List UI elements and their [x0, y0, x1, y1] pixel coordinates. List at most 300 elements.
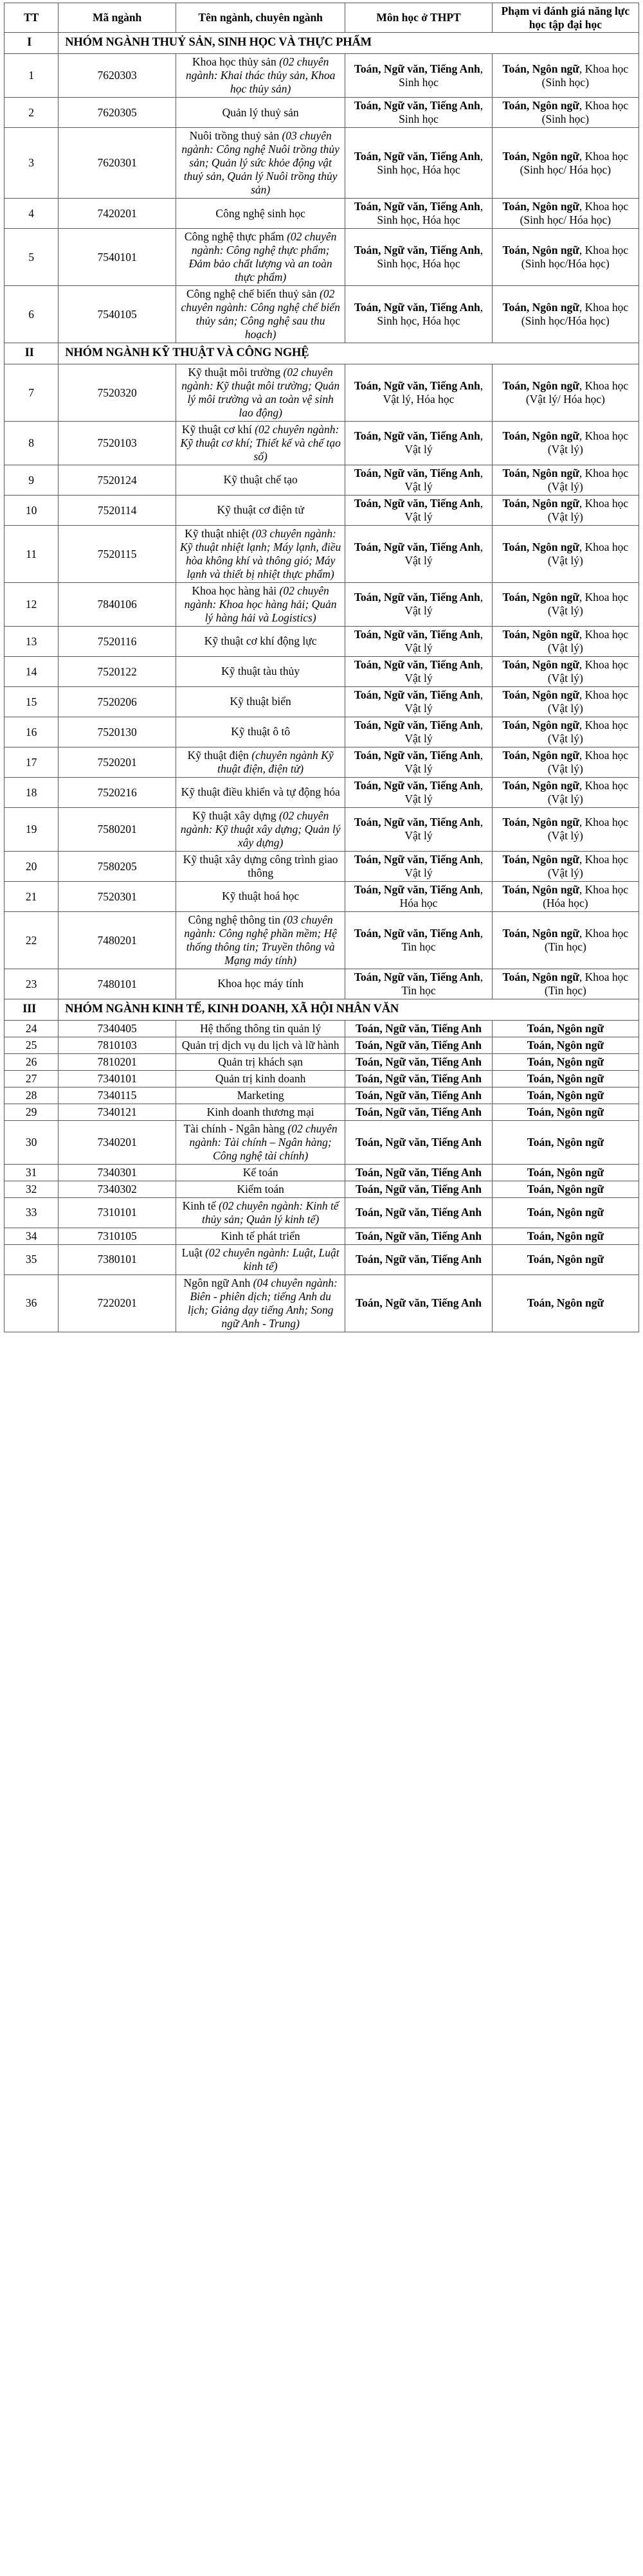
text-segment: Toán, Ngôn ngữ [502, 99, 579, 112]
cell-ten-nganh [176, 525, 345, 582]
text-segment: Toán, Ngữ văn, Tiếng Anh [356, 1206, 482, 1219]
text-segment: Toán, Ngôn ngữ [527, 1182, 604, 1195]
section-number: II [5, 343, 59, 364]
text-segment: , Vật lý [404, 429, 484, 456]
cell-stt: 18 [5, 777, 59, 807]
cell-pham-vi [492, 1104, 638, 1120]
cell-ten-nganh [176, 1053, 345, 1070]
text-segment: , Tin học [401, 926, 484, 953]
text-segment: Toán, Ngôn ngữ [502, 540, 579, 553]
section-title: NHÓM NGÀNH KINH TẾ, KINH DOANH, XÃ HỘI NHÂN VĂN [59, 999, 639, 1020]
table-row [5, 1087, 639, 1104]
cell-mon-hoc [345, 1104, 492, 1120]
text-segment: Toán, Ngữ văn, Tiếng Anh [354, 540, 480, 553]
cell-stt: 17 [5, 747, 59, 777]
cell-ma-nganh: 7520116 [59, 626, 176, 656]
cell-pham-vi [492, 1120, 638, 1164]
text-segment: Toán, Ngôn ngữ [527, 1071, 604, 1085]
text-segment: Kỹ thuật điều khiển và tự động hóa [181, 785, 340, 799]
text-segment: , Khoa học (Vật lý) [547, 718, 629, 745]
text-segment: , Khoa học (Vật lý) [547, 496, 629, 523]
cell-pham-vi [492, 626, 638, 656]
cell-mon-hoc [345, 911, 492, 969]
cell-pham-vi [492, 1020, 638, 1037]
text-segment: Toán, Ngữ văn, Tiếng Anh [354, 748, 480, 762]
cell-ma-nganh: 7520122 [59, 656, 176, 686]
cell-mon-hoc [345, 364, 492, 421]
cell-mon-hoc [345, 1181, 492, 1197]
cell-ma-nganh: 7340115 [59, 1087, 176, 1104]
text-segment: (02 chuyên ngành: Kỹ thuật xây dựng; Quản lý xây dựng) [180, 809, 341, 849]
cell-stt: 1 [5, 54, 59, 98]
cell-ten-nganh [176, 747, 345, 777]
cell-stt: 26 [5, 1053, 59, 1070]
section-header-row [5, 33, 639, 54]
text-segment: , Sinh học [399, 62, 484, 89]
cell-pham-vi [492, 364, 638, 421]
table-row [5, 881, 639, 911]
cell-ma-nganh: 7380101 [59, 1244, 176, 1275]
text-segment: (02 chuyên ngành: Kỹ thuật môi trường; Quản lý môi trường và an toàn vệ sinh lao động) [181, 365, 340, 419]
text-segment: , Vật lý [404, 816, 484, 843]
cell-mon-hoc [345, 777, 492, 807]
cell-mon-hoc [345, 1275, 492, 1332]
text-segment: (02 chuyên ngành: Tài chính – Ngân hàng; Công nghệ tài chính) [189, 1122, 338, 1162]
cell-ten-nganh [176, 807, 345, 851]
text-segment: Kỹ thuật môi trường [188, 365, 281, 379]
text-segment: Toán, Ngôn ngữ [527, 1105, 604, 1118]
cell-ma-nganh: 7340405 [59, 1020, 176, 1037]
cell-mon-hoc [345, 1244, 492, 1275]
text-segment: (02 chuyên ngành: Công nghệ thực phẩm; Đảm bảo chất lượng và an toàn thực phẩm) [188, 230, 337, 284]
cell-mon-hoc [345, 286, 492, 343]
cell-ma-nganh: 7520216 [59, 777, 176, 807]
text-segment: Kỹ thuật xây dựng [192, 809, 276, 822]
text-segment: Kỹ thuật cơ điện tử [217, 503, 304, 517]
col-header-tt: TT [5, 3, 59, 33]
cell-ma-nganh: 7340301 [59, 1164, 176, 1181]
cell-mon-hoc [345, 1228, 492, 1244]
cell-mon-hoc [345, 717, 492, 747]
text-segment: , Khoa học (Vật lý/ Hóa học) [525, 379, 629, 406]
text-segment: Kỹ thuật hoá học [222, 890, 300, 903]
text-segment: (02 chuyên ngành: Khai thác thủy sản, Khoa học thủy sản) [185, 55, 336, 96]
cell-pham-vi [492, 969, 638, 999]
text-segment: Toán, Ngữ văn, Tiếng Anh [356, 1038, 482, 1051]
text-segment: Kỹ thuật biển [230, 695, 291, 708]
table-row [5, 1020, 639, 1037]
text-segment: , Khoa học (Vật lý) [547, 816, 629, 843]
text-segment: Toán, Ngữ văn, Tiếng Anh [354, 926, 480, 940]
text-segment: (02 chuyên ngành: Kinh tế thủy sản; Quản lý kinh tế) [202, 1199, 339, 1226]
cell-mon-hoc [345, 1197, 492, 1228]
cell-stt: 34 [5, 1228, 59, 1244]
cell-mon-hoc [345, 969, 492, 999]
table-row [5, 1244, 639, 1275]
cell-ten-nganh [176, 1197, 345, 1228]
cell-pham-vi [492, 199, 638, 229]
text-segment: Công nghệ thông tin [188, 913, 281, 926]
text-segment: Toán, Ngôn ngữ [527, 1229, 604, 1242]
header-row [5, 3, 639, 33]
text-segment: Toán, Ngôn ngữ [502, 816, 579, 829]
cell-stt: 11 [5, 525, 59, 582]
cell-stt: 36 [5, 1275, 59, 1332]
cell-ten-nganh [176, 1037, 345, 1053]
cell-ten-nganh [176, 1104, 345, 1120]
cell-stt: 32 [5, 1181, 59, 1197]
text-segment: Kỹ thuật tàu thủy [221, 665, 300, 678]
cell-pham-vi [492, 1037, 638, 1053]
text-segment: , Khoa học (Vật lý) [547, 778, 629, 805]
cell-stt: 13 [5, 626, 59, 656]
text-segment: Kỹ thuật cơ khí động lực [204, 634, 317, 648]
text-segment: Toán, Ngôn ngữ [527, 1038, 604, 1051]
cell-mon-hoc [345, 525, 492, 582]
cell-ten-nganh [176, 1070, 345, 1087]
text-segment: Quản trị kinh doanh [215, 1071, 306, 1085]
cell-stt: 16 [5, 717, 59, 747]
cell-stt: 25 [5, 1037, 59, 1053]
cell-pham-vi [492, 777, 638, 807]
cell-ma-nganh: 7520201 [59, 747, 176, 777]
cell-pham-vi [492, 54, 638, 98]
text-segment: Ngôn ngữ Anh [183, 1276, 251, 1289]
cell-mon-hoc [345, 1164, 492, 1181]
cell-pham-vi [492, 656, 638, 686]
cell-pham-vi [492, 1275, 638, 1332]
text-segment: Toán, Ngữ văn, Tiếng Anh [354, 718, 480, 731]
text-segment: Toán, Ngữ văn, Tiếng Anh [356, 1105, 482, 1118]
cell-ma-nganh: 7620305 [59, 98, 176, 128]
text-segment: Kỹ thuật cơ khí [181, 422, 252, 436]
text-segment: Toán, Ngôn ngữ [502, 688, 579, 701]
text-segment: Toán, Ngôn ngữ [502, 496, 579, 510]
text-segment: Tài chính - Ngân hàng [183, 1122, 285, 1135]
cell-stt: 2 [5, 98, 59, 128]
text-segment: Toán, Ngữ văn, Tiếng Anh [356, 1182, 482, 1195]
text-segment: (04 chuyên ngành: Biên - phiên dịch; tiếng Anh du lịch; Giảng dạy tiếng Anh; Song ngữ Anh - Trung) [187, 1276, 338, 1330]
table-row [5, 229, 639, 286]
table-row [5, 1228, 639, 1244]
table-row [5, 128, 639, 199]
cell-ten-nganh [176, 777, 345, 807]
cell-ten-nganh [176, 128, 345, 199]
text-segment: , Khoa học (Sinh học/ Hóa học) [520, 200, 629, 227]
section-title: NHÓM NGÀNH THUỶ SẢN, SINH HỌC VÀ THỰC PHẨM [59, 33, 639, 54]
cell-pham-vi [492, 582, 638, 626]
text-segment: Toán, Ngữ văn, Tiếng Anh [354, 99, 480, 112]
cell-pham-vi [492, 1053, 638, 1070]
cell-ten-nganh [176, 656, 345, 686]
text-segment: , Khoa học (Vật lý) [547, 591, 629, 618]
cell-pham-vi [492, 1070, 638, 1087]
text-segment: Toán, Ngữ văn, Tiếng Anh [354, 301, 480, 314]
text-segment: Quản trị khách sạn [218, 1055, 303, 1068]
cell-pham-vi [492, 1164, 638, 1181]
table-row [5, 1053, 639, 1070]
text-segment: , Vật lý [404, 466, 484, 493]
section-header-row [5, 343, 639, 364]
cell-ten-nganh [176, 1244, 345, 1275]
cell-ten-nganh [176, 199, 345, 229]
text-segment: Kế toán [242, 1165, 278, 1179]
section-number: III [5, 999, 59, 1020]
cell-stt: 10 [5, 495, 59, 525]
cell-ma-nganh: 7540105 [59, 286, 176, 343]
table-header [5, 3, 639, 33]
text-segment: Kỹ thuật ô tô [231, 725, 291, 738]
text-segment: Toán, Ngôn ngữ [527, 1206, 604, 1219]
table-row [5, 495, 639, 525]
col-header-ten-nganh: Tên ngành, chuyên ngành [176, 3, 345, 33]
text-segment: Toán, Ngữ văn, Tiếng Anh [354, 149, 480, 163]
cell-pham-vi [492, 1244, 638, 1275]
section-title: NHÓM NGÀNH KỸ THUẬT VÀ CÔNG NGHỆ [59, 343, 639, 364]
text-segment: Toán, Ngữ văn, Tiếng Anh [354, 244, 480, 257]
text-segment: (03 chuyên ngành: Công nghệ phần mềm; Hệ thống thông tin; Truyền thông và Mạng máy tính) [184, 913, 337, 967]
text-segment: , Khoa học (Vật lý) [547, 627, 629, 654]
cell-ma-nganh: 7520320 [59, 364, 176, 421]
cell-mon-hoc [345, 229, 492, 286]
cell-mon-hoc [345, 582, 492, 626]
text-segment: (02 chuyên ngành: Luật, Luật kinh tế) [202, 1246, 340, 1273]
cell-pham-vi [492, 98, 638, 128]
text-segment: , Vật lý [404, 778, 484, 805]
text-segment: Nuôi trồng thuỷ sản [189, 129, 280, 143]
cell-stt: 21 [5, 881, 59, 911]
text-segment: Toán, Ngôn ngữ [527, 1135, 604, 1149]
text-segment: Toán, Ngôn ngữ [502, 852, 579, 866]
text-segment: , Khoa học (Tin học) [544, 970, 629, 997]
admission-majors-table [4, 3, 639, 1332]
cell-mon-hoc [345, 626, 492, 656]
cell-stt: 20 [5, 851, 59, 881]
cell-stt: 29 [5, 1104, 59, 1120]
table-row [5, 54, 639, 98]
cell-ten-nganh [176, 969, 345, 999]
cell-ten-nganh [176, 1181, 345, 1197]
cell-ma-nganh: 7340121 [59, 1104, 176, 1120]
table-row [5, 199, 639, 229]
cell-stt: 6 [5, 286, 59, 343]
cell-ma-nganh: 7520115 [59, 525, 176, 582]
table-row [5, 717, 639, 747]
cell-ma-nganh: 7310101 [59, 1197, 176, 1228]
cell-ma-nganh: 7580205 [59, 851, 176, 881]
cell-ten-nganh [176, 229, 345, 286]
cell-ma-nganh: 7520130 [59, 717, 176, 747]
text-segment: Toán, Ngôn ngữ [502, 429, 579, 443]
cell-pham-vi [492, 465, 638, 495]
cell-mon-hoc [345, 1087, 492, 1104]
text-segment: , Sinh học, Hóa học [377, 301, 484, 328]
text-segment: Công nghệ chế biến thuỷ sản [186, 287, 317, 301]
cell-ma-nganh: 7540101 [59, 229, 176, 286]
text-segment: Toán, Ngôn ngữ [502, 657, 579, 671]
cell-pham-vi [492, 421, 638, 465]
cell-ten-nganh [176, 851, 345, 881]
text-segment: Toán, Ngữ văn, Tiếng Anh [354, 970, 480, 983]
text-segment: (03 chuyên ngành: Kỹ thuật nhiệt lạnh; Máy lạnh, điều hòa không khí và thông gió; Máy lạnh và thiết bị nhiệt thực phẩm) [179, 526, 341, 580]
table-row [5, 969, 639, 999]
cell-mon-hoc [345, 807, 492, 851]
text-segment: , Vật lý, Hóa học [383, 379, 484, 406]
text-segment: Toán, Ngôn ngữ [502, 627, 579, 641]
col-header-pham-vi: Phạm vi đánh giá năng lực học tập đại học [492, 3, 638, 33]
text-segment: , Sinh học, Hóa học [377, 149, 484, 176]
cell-ten-nganh [176, 1020, 345, 1037]
text-segment: Toán, Ngôn ngữ [502, 970, 579, 983]
cell-ten-nganh [176, 98, 345, 128]
cell-ma-nganh: 7620301 [59, 128, 176, 199]
table-row [5, 582, 639, 626]
text-segment: Toán, Ngôn ngữ [502, 748, 579, 762]
table-row [5, 686, 639, 717]
cell-ma-nganh: 7810201 [59, 1053, 176, 1070]
text-segment: , Vật lý [404, 627, 484, 654]
text-segment: Toán, Ngữ văn, Tiếng Anh [354, 657, 480, 671]
cell-mon-hoc [345, 1037, 492, 1053]
text-segment: Toán, Ngữ văn, Tiếng Anh [354, 496, 480, 510]
table-row [5, 1181, 639, 1197]
table-row [5, 1197, 639, 1228]
cell-ma-nganh: 7520103 [59, 421, 176, 465]
cell-stt: 22 [5, 911, 59, 969]
text-segment: , Khoa học (Sinh học) [541, 99, 629, 126]
text-segment: (03 chuyên ngành: Công nghệ Nuôi trồng thủy sản; Quản lý sức khỏe động vật thuỷ sản, Quản lý Nuôi trồng thủy sản) [181, 129, 340, 197]
cell-ma-nganh: 7840106 [59, 582, 176, 626]
text-segment: Toán, Ngôn ngữ [502, 301, 579, 314]
text-segment: , Khoa học (Sinh học) [541, 62, 629, 89]
cell-pham-vi [492, 128, 638, 199]
cell-ten-nganh [176, 1164, 345, 1181]
cell-pham-vi [492, 495, 638, 525]
text-segment: Toán, Ngôn ngữ [502, 244, 579, 257]
table-row [5, 1275, 639, 1332]
col-header-mon-hoc: Môn học ở THPT [345, 3, 492, 33]
text-segment: , Vật lý [404, 748, 484, 775]
cell-mon-hoc [345, 1070, 492, 1087]
text-segment: Toán, Ngôn ngữ [502, 718, 579, 731]
cell-stt: 19 [5, 807, 59, 851]
cell-mon-hoc [345, 495, 492, 525]
text-segment: , Sinh học [399, 99, 484, 126]
text-segment: Toán, Ngữ văn, Tiếng Anh [354, 591, 480, 604]
cell-pham-vi [492, 1228, 638, 1244]
text-segment: , Hóa học [399, 882, 484, 909]
text-segment: , Khoa học (Tin học) [544, 926, 629, 953]
text-segment: (02 chuyên ngành: Khoa học hàng hải; Quản lý hàng hải và Logistics) [184, 584, 337, 624]
text-segment: Toán, Ngôn ngữ [502, 778, 579, 792]
text-segment: , Khoa học (Sinh học/Hóa học) [521, 244, 629, 271]
cell-pham-vi [492, 1197, 638, 1228]
text-segment: Toán, Ngữ văn, Tiếng Anh [356, 1055, 482, 1068]
text-segment: Toán, Ngữ văn, Tiếng Anh [356, 1296, 482, 1310]
text-segment: , Khoa học (Vật lý) [547, 688, 629, 715]
text-segment: Toán, Ngữ văn, Tiếng Anh [356, 1165, 482, 1179]
text-segment: Toán, Ngữ văn, Tiếng Anh [354, 62, 480, 75]
cell-ma-nganh: 7480101 [59, 969, 176, 999]
cell-mon-hoc [345, 1120, 492, 1164]
text-segment: , Khoa học (Vật lý) [547, 657, 629, 684]
text-segment: , Sinh học, Hóa học [377, 244, 484, 271]
cell-pham-vi [492, 717, 638, 747]
text-segment: Toán, Ngữ văn, Tiếng Anh [354, 379, 480, 392]
cell-ten-nganh [176, 1228, 345, 1244]
cell-stt: 4 [5, 199, 59, 229]
text-segment: Toán, Ngữ văn, Tiếng Anh [354, 466, 480, 479]
cell-stt: 23 [5, 969, 59, 999]
cell-pham-vi [492, 747, 638, 777]
text-segment: (02 chuyên ngành: Công nghệ chế biến thủy sản; Công nghệ sau thu hoạch) [181, 287, 340, 341]
text-segment: , Khoa học (Hóa học) [543, 882, 629, 909]
cell-ten-nganh [176, 881, 345, 911]
cell-ma-nganh: 7340302 [59, 1181, 176, 1197]
table-row [5, 1070, 639, 1087]
text-segment: Toán, Ngôn ngữ [502, 379, 579, 392]
cell-stt: 30 [5, 1120, 59, 1164]
cell-mon-hoc [345, 851, 492, 881]
cell-stt: 9 [5, 465, 59, 495]
cell-ten-nganh [176, 686, 345, 717]
text-segment: , Khoa học (Vật lý) [547, 429, 629, 456]
cell-mon-hoc [345, 199, 492, 229]
cell-mon-hoc [345, 421, 492, 465]
text-segment: Toán, Ngôn ngữ [527, 1055, 604, 1068]
text-segment: Khoa học hàng hải [192, 584, 277, 597]
text-segment: Kinh doanh thương mại [206, 1105, 314, 1118]
cell-ten-nganh [176, 364, 345, 421]
cell-pham-vi [492, 807, 638, 851]
text-segment: Kỹ thuật điện [187, 748, 249, 762]
text-segment: , Vật lý [404, 688, 484, 715]
text-segment: Quản lý thuỷ sản [222, 105, 299, 119]
text-segment: Toán, Ngữ văn, Tiếng Anh [356, 1021, 482, 1035]
cell-mon-hoc [345, 128, 492, 199]
text-segment: Toán, Ngữ văn, Tiếng Anh [354, 778, 480, 792]
table-row [5, 1104, 639, 1120]
text-segment: Toán, Ngôn ngữ [527, 1165, 604, 1179]
text-segment: , Vật lý [404, 852, 484, 879]
text-segment: Kỹ thuật nhiệt [185, 526, 249, 540]
cell-stt: 3 [5, 128, 59, 199]
cell-ma-nganh: 7810103 [59, 1037, 176, 1053]
cell-ma-nganh: 7620303 [59, 54, 176, 98]
table-row [5, 656, 639, 686]
text-segment: Toán, Ngữ văn, Tiếng Anh [356, 1229, 482, 1242]
cell-stt: 27 [5, 1070, 59, 1087]
text-segment: , Vật lý [404, 591, 484, 618]
text-segment: , Sinh học, Hóa học [377, 200, 484, 227]
cell-mon-hoc [345, 465, 492, 495]
text-segment: Luật [181, 1246, 203, 1259]
text-segment: Toán, Ngôn ngữ [527, 1021, 604, 1035]
text-segment: Toán, Ngữ văn, Tiếng Anh [356, 1253, 482, 1266]
text-segment: , Tin học [401, 970, 484, 997]
cell-ma-nganh: 7520301 [59, 881, 176, 911]
cell-mon-hoc [345, 881, 492, 911]
text-segment: Toán, Ngôn ngữ [527, 1088, 604, 1102]
text-segment: Toán, Ngôn ngữ [502, 466, 579, 479]
cell-ma-nganh: 7480201 [59, 911, 176, 969]
text-segment: Toán, Ngôn ngữ [502, 62, 579, 75]
text-segment: Toán, Ngữ văn, Tiếng Anh [354, 852, 480, 866]
col-header-ma-nganh: Mã ngành [59, 3, 176, 33]
text-segment: Công nghệ thực phẩm [184, 230, 284, 244]
text-segment: , Khoa học (Sinh học/Hóa học) [521, 301, 629, 328]
cell-ma-nganh: 7520124 [59, 465, 176, 495]
